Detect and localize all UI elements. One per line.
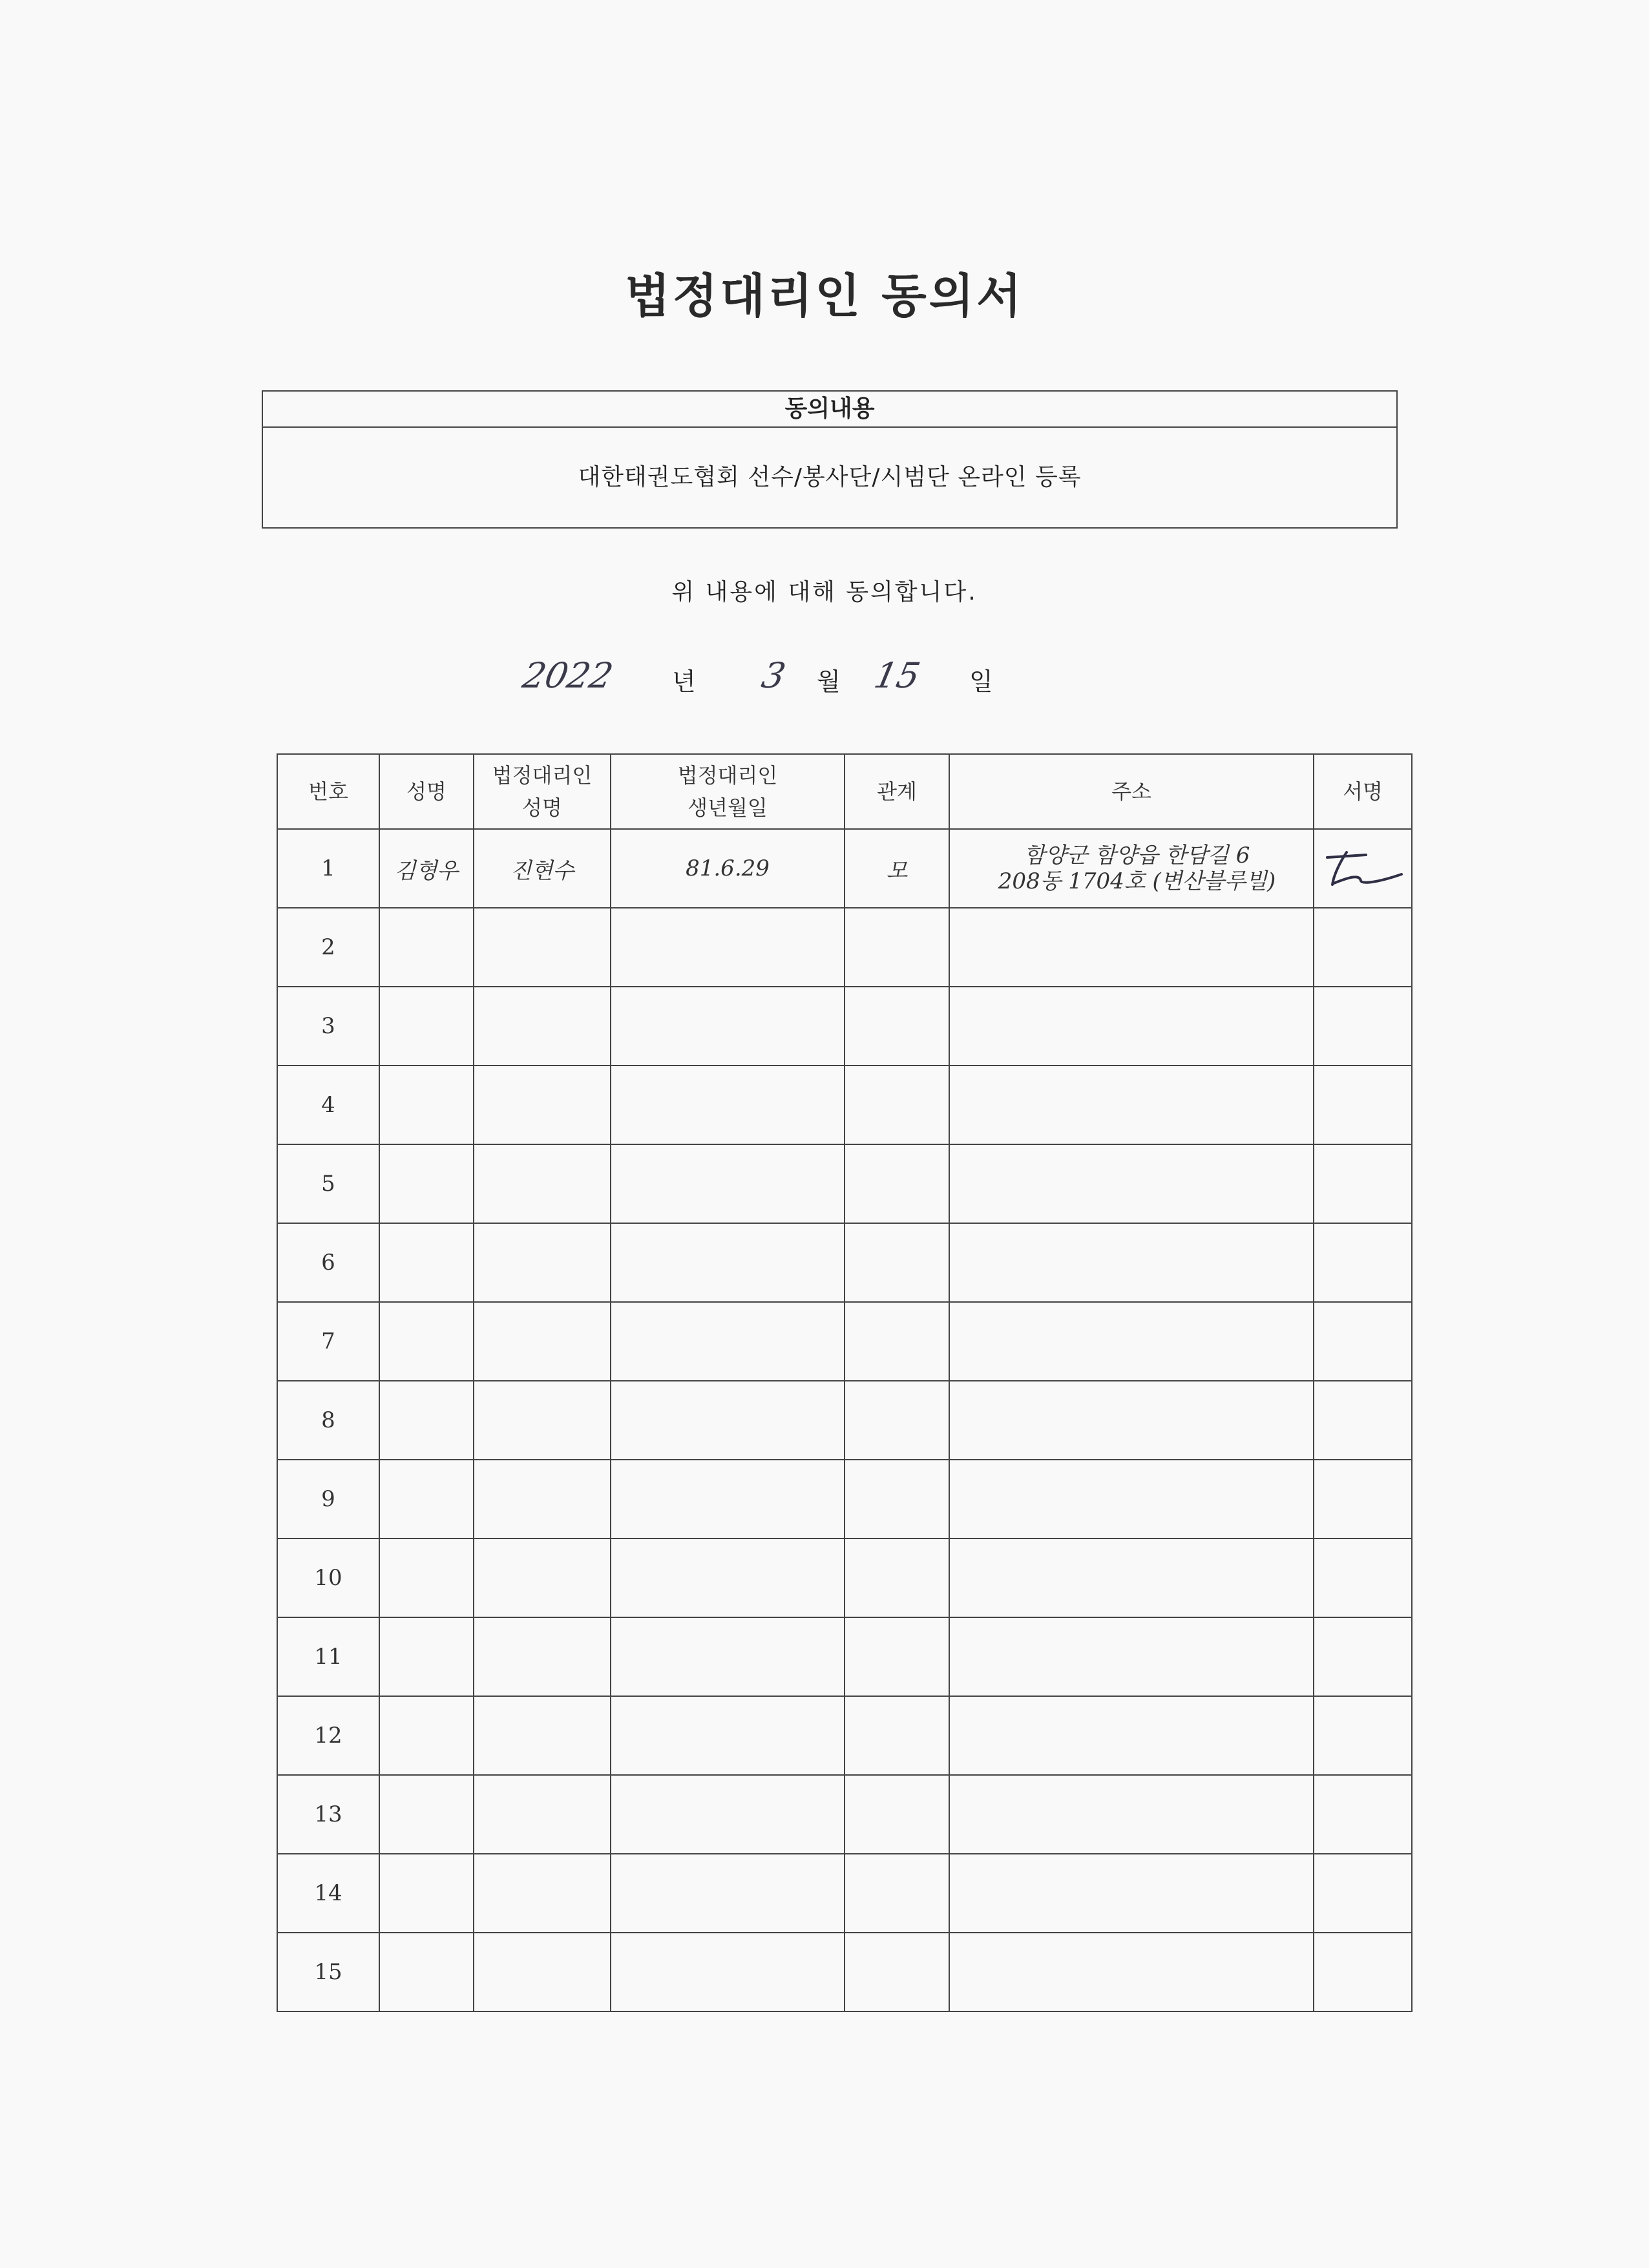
student-name-cell: [379, 1775, 474, 1854]
date-day-label: 일: [969, 667, 993, 696]
student-name-cell: [379, 1460, 474, 1538]
guardian-birth-cell: [611, 1144, 845, 1223]
guardian-birth-cell: 81.6.29: [611, 829, 845, 908]
address-cell: [949, 1066, 1314, 1144]
consent-content: 대한태권도협회 선수/봉사단/시범단 온라인 등록: [578, 464, 1082, 490]
guardian-birth-cell: [611, 1066, 845, 1144]
signature-cell: [1314, 1854, 1412, 1933]
header-number: 번호: [277, 754, 379, 829]
guardian-name-cell: [474, 1775, 611, 1854]
guardian-name-cell: [474, 1460, 611, 1538]
row-number-cell: 12: [277, 1696, 379, 1775]
guardian-name-cell: [474, 1538, 611, 1617]
header-address: 주소: [949, 754, 1314, 829]
student-name-cell: [379, 1617, 474, 1696]
address-cell: [949, 829, 1314, 908]
signature-cell: [1314, 829, 1412, 908]
relation-cell: [845, 1144, 949, 1223]
relation-cell: [845, 1302, 949, 1381]
guardian-birth-cell: [611, 1460, 845, 1538]
signature-cell: [1314, 1066, 1412, 1144]
relation-cell: [845, 1223, 949, 1302]
relation-cell: [845, 1460, 949, 1538]
row-number-cell: 2: [277, 908, 379, 987]
guardian-birth-cell: [611, 1854, 845, 1933]
table-body: [277, 829, 1412, 2011]
row-number-cell: 15: [277, 1933, 379, 2011]
table-row: [277, 1617, 1412, 1696]
student-name-cell: [379, 1066, 474, 1144]
guardian-name-cell: [474, 908, 611, 987]
row-number-cell: 11: [277, 1617, 379, 1696]
row-number-cell: 1: [277, 829, 379, 908]
date-month-label: 월: [817, 667, 841, 696]
address-cell: [949, 1302, 1314, 1381]
address-cell: [949, 908, 1314, 987]
table-row: [277, 1144, 1412, 1223]
header-relation: 관계: [845, 754, 949, 829]
handwritten-signature: [1321, 846, 1405, 891]
signature-stroke: [1327, 852, 1402, 885]
relation-cell: [845, 1854, 949, 1933]
relation-cell: [845, 1381, 949, 1460]
address-cell: [949, 1460, 1314, 1538]
student-name-cell: [379, 1302, 474, 1381]
guardian-name-cell: [474, 1066, 611, 1144]
address-cell: [949, 1696, 1314, 1775]
table-row: [277, 829, 1412, 908]
guardian-birth-cell: [611, 1617, 845, 1696]
guardian-name-cell: 진현수: [474, 829, 611, 908]
signature-cell: [1314, 1617, 1412, 1696]
signature-cell: [1314, 1460, 1412, 1538]
guardian-birth-cell: [611, 1302, 845, 1381]
student-name-cell: [379, 1381, 474, 1460]
row-number-cell: 8: [277, 1381, 379, 1460]
row-number-cell: 4: [277, 1066, 379, 1144]
consent-box: [262, 390, 1398, 529]
header-guardian-birth: [611, 754, 845, 829]
date-line: [0, 653, 1649, 704]
relation-cell: [845, 1538, 949, 1617]
relation-cell: [845, 1066, 949, 1144]
student-name-cell: [379, 1538, 474, 1617]
table-row: [277, 1538, 1412, 1617]
guardian-name-cell: [474, 1144, 611, 1223]
header-guardian-name: [474, 754, 611, 829]
table-row: [277, 1381, 1412, 1460]
relation-cell: [845, 1933, 949, 2011]
table-row: [277, 1302, 1412, 1381]
signature-cell: [1314, 1538, 1412, 1617]
header-guardian-name-line1: 법정대리인: [492, 763, 593, 788]
guardian-birth-cell: [611, 1933, 845, 2011]
guardian-name-cell: [474, 1381, 611, 1460]
guardian-name-cell: [474, 1302, 611, 1381]
guardian-name-cell: [474, 1617, 611, 1696]
guardian-birth-cell: [611, 1381, 845, 1460]
header-guardian-name-line2: 성명: [522, 795, 562, 820]
table-row: [277, 1933, 1412, 2011]
address-cell: [949, 1775, 1314, 1854]
row-number-cell: 9: [277, 1460, 379, 1538]
signature-cell: [1314, 908, 1412, 987]
header-guardian-birth-line2: 생년월일: [688, 795, 768, 820]
address-cell: [949, 1538, 1314, 1617]
guardian-name-cell: [474, 1223, 611, 1302]
row-number-cell: 7: [277, 1302, 379, 1381]
header-guardian-birth-line1: 법정대리인: [677, 763, 778, 788]
signature-cell: [1314, 1933, 1412, 2011]
signature-cell: [1314, 987, 1412, 1066]
table-row: [277, 1460, 1412, 1538]
address-cell: [949, 1933, 1314, 2011]
guardian-name-cell: [474, 1696, 611, 1775]
row-number-cell: 5: [277, 1144, 379, 1223]
student-name-cell: [379, 1854, 474, 1933]
relation-cell: [845, 987, 949, 1066]
relation-cell: [845, 1696, 949, 1775]
student-name-cell: [379, 1144, 474, 1223]
table-row: [277, 908, 1412, 987]
address-cell: [949, 1381, 1314, 1460]
signature-cell: [1314, 1223, 1412, 1302]
address-cell: [949, 987, 1314, 1066]
relation-cell: [845, 908, 949, 987]
guardian-birth-cell: [611, 908, 845, 987]
guardian-birth-cell: [611, 1696, 845, 1775]
relation-cell: [845, 1617, 949, 1696]
row-number-cell: 14: [277, 1854, 379, 1933]
guardian-birth-cell: [611, 1223, 845, 1302]
address-cell: [949, 1854, 1314, 1933]
header-name: 성명: [379, 754, 474, 829]
address-cell: [949, 1223, 1314, 1302]
table-row: [277, 1775, 1412, 1854]
date-year: 2022: [519, 655, 617, 696]
relation-cell: [845, 1775, 949, 1854]
signature-cell: [1314, 1775, 1412, 1854]
row-number-cell: 3: [277, 987, 379, 1066]
student-name-cell: [379, 1223, 474, 1302]
student-name-cell: [379, 908, 474, 987]
guardian-name-cell: [474, 1933, 611, 2011]
address-cell: [949, 1144, 1314, 1223]
guardian-name-cell: [474, 1854, 611, 1933]
signature-cell: [1314, 1144, 1412, 1223]
guardian-table: [277, 753, 1413, 2012]
document-title: 법정대리인 동의서: [625, 269, 1024, 323]
row-number-cell: 13: [277, 1775, 379, 1854]
student-name-cell: [379, 1933, 474, 2011]
signature-cell: [1314, 1302, 1412, 1381]
student-name-cell: 김형우: [379, 829, 474, 908]
guardian-birth-cell: [611, 1538, 845, 1617]
guardian-birth-cell: [611, 987, 845, 1066]
row-number-cell: 6: [277, 1223, 379, 1302]
guardian-birth-cell: [611, 1775, 845, 1854]
guardian-name-cell: [474, 987, 611, 1066]
relation-cell: 모: [845, 829, 949, 908]
date-day: 15: [870, 655, 924, 696]
signature-cell: [1314, 1381, 1412, 1460]
agreement-text: 위 내용에 대해 동의합니다.: [671, 579, 978, 605]
header-signature: 서명: [1314, 754, 1412, 829]
address-line1: 함양군 함양읍 한담길 6: [1024, 843, 1250, 868]
consent-header: 동의내용: [263, 392, 1396, 428]
date-year-label: 년: [672, 667, 696, 696]
table-row: [277, 1696, 1412, 1775]
table-header-row: [277, 754, 1412, 829]
table-row: [277, 1066, 1412, 1144]
student-name-cell: [379, 1696, 474, 1775]
table-row: [277, 1223, 1412, 1302]
table-row: [277, 1854, 1412, 1933]
row-number-cell: 10: [277, 1538, 379, 1617]
table-row: [277, 987, 1412, 1066]
student-name-cell: [379, 987, 474, 1066]
address-cell: [949, 1617, 1314, 1696]
address-line2: 208동 1704호 (변산블루빌): [998, 868, 1276, 894]
date-month: 3: [758, 655, 790, 696]
signature-cell: [1314, 1696, 1412, 1775]
